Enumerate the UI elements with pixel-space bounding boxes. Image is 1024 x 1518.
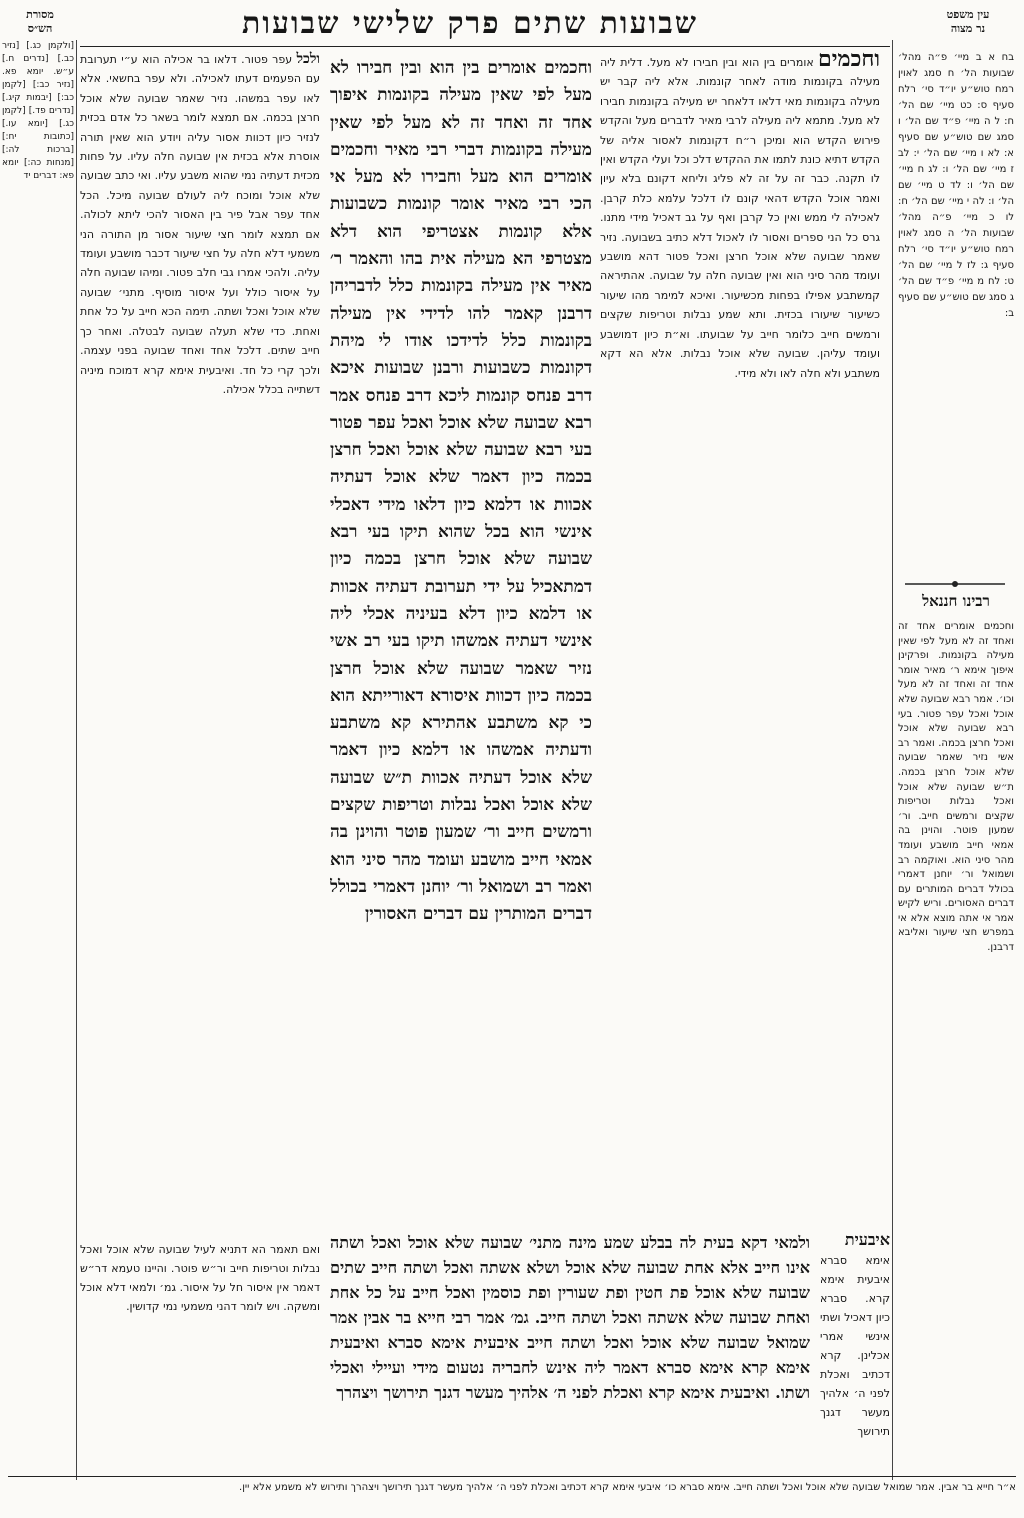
rashi-lower-text: אימא סברא איבעית אימא קרא. סברא כיון דאכיל ושתי אינשי אמרי אכלינן. קרא דכתיב ואכלת לפני ה׳ אלהיך מעשר דגנך תירושך: [820, 1254, 890, 1438]
rashi-text: אומרים בין הוא ובין חבירו לא מעל. דלית ליה מעילה בקונמות מודה לאחר קונמות. אלא ליה קבר יש מעילה בקונמות מאי דלאו דלאחר יש מעילה בקונמות חבירו לא מעל. מתמא ליה מעילה לרבי מאיר לדברים מעל והקדש פירוש הקדש הוא ומיכן ר״ח דקונמות לאסור אליה של הקדש דתיא כונת לתמו את ההקדש דלכ וכל ועלי הקדש ואין לו תקנה. כבר זה על זה לא פליג וליחא דקונם בלא עיון ואמר אוכל הקדש דהאי קונם לו דלכל עלמא כלת קרבן. לאכילה לי ממש ואין כל קרבן ואף על גב דאכיל מידי מתנו. גרס כל הני ספרים ואסור לו לאכול דלא כתיב בשבועה. נזיר שאמר שבועה שלא אוכל חרצן ואכל פטור דהא מושבע ועומד מהר סיני הוא ואין שבועה חלה על שבועה. אהתיראה קמשתבע אפילו בפחות מכשיעור. ואיכא למימר מהו שיעור כשיעור שיעורו בכזית. ותא שמע נבלות וטריפות שקצים ורמשים חייב כלומר חייב על שבועתו. וא״ת כיון דמושבע ועומד עליהן. שבועה שלא אוכל נבלות. אלא הא דקא משתבע ולא חלה לאו ולא מידי.: [600, 56, 880, 380]
ornament-divider: [905, 580, 1005, 588]
gemara-bottom-text: ולמאי דקא בעית לה בבלע שמע מינה מתני׳ שבועה שלא אוכל ואכל ושתה אינו חייב אלא אחת שבועה שלא אוכל ושלא אשתה ואכל ושתה חייב שתים שבועה שלא אוכל פת חטין ופת שעורין ופת כוסמין ואכל חייב על כל אחת ואחת שבועה שלא אשתה ואכל ושתה חייב. גמ׳ אמר רבי חייא בר אבין אמר שמואל שבועה שלא אוכל ואכל ושתה חייב איבעית אימא סברא ואיבעית אימא קרא אימא סברא דאמר ליה אינש לחבריה נטעום מידי ועיילי ואכלי ושתו. ואיבעית אימא קרא ואכלת לפני ה׳ אלהיך מעשר דגנך תירושך ויצהרך: [330, 1233, 810, 1402]
hananel-column: [898, 620, 1014, 1420]
tosafot-column: [80, 50, 320, 1250]
tosafot-lower-column: [80, 1240, 320, 1470]
rashi-lower-column: [820, 1230, 890, 1445]
rashi-lower-opener: איבעית: [844, 1230, 890, 1249]
rashi-column: [600, 50, 880, 1250]
ein-mishpat-header: עין משפט נר מצוה: [946, 8, 990, 35]
footer-note: א״ר חייא בר אבין. אמר שמואל שבועה שלא אוכל ואכל ושתה חייב. אימא סברא כו׳ איבעי אימא קרא דכתיב ואכלת לפני ה׳ אלהיך מעשר דגנך תירושך ויצהרך ותירוש לא משמע אלא יין.: [239, 1482, 1016, 1493]
gemara-bottom-column: [330, 1230, 810, 1475]
tosafot-opener: ולכל: [296, 51, 320, 67]
rashi-opener: וחכמים: [818, 50, 880, 72]
masoret-divider: [76, 40, 77, 1480]
tosafot-text: עפר פטור. דלאו בר אכילה הוא ע״י תערובת עם הפעמים דעתו לאכילה. ולא עפר בחשאי. אלא לאו עפר במשהו. נזיר שאמר שבועה שלא אוכל חרצן בכמה. אם תמצא לומר בשאר כל אדם בכזית לנזיר כיון דכוות אסור עליה ויודע הוא שאין תורה אוסרת אלא בכזית אין שבועה חלה עליו. על פחות מכזית דעתיה נמי שהוא משבע עליו. ואי כתב שבועה שלא אוכל ומוכח ליה לעולם שבועה מיכל. הכל אחד עפר אבל פיר בין האסור להכי ליתא לכולה. אם תמצא לומר חצי שיעור אסור מן התורה הני משמעי דלא חלה על חצי שיעור דכבר מושבע ועומד עליה. ולהכי אמרו גבי חלב פטור. ומיהו שבועה חלה על איסור כולל ועל איסור מוסיף. מתני׳ שבועה שלא אוכל ואכל ושתה. תימה הכא חייב על כל אחת ואחת. כדי שלא תעלה שבועה לבטלה. ואחר כך חייב שתים. דלכל אחד ואחד שבועה בפני עצמה. ולכך קרי כל חד. ואיבעית אימא קרא דמוכח מיניה דשתייה בכלל אכילה.: [80, 53, 320, 396]
masoret-header: מסורת הש״ס: [26, 8, 54, 35]
page-title: שבועות שתים פרק שלישי שבועות: [242, 6, 698, 41]
hananel-title: רבינו חננאל: [922, 592, 990, 610]
ein-mishpat-divider: [892, 40, 893, 1480]
ein-mishpat-column: [898, 50, 1014, 570]
gemara-text: וחכמים אומרים בין הוא ובין חבירו לא מעל לפי שאין מעילה בקונמות איפוך אחד זה ואחד זה לא מעל לפי שאין מעילה בקונמות דברי רבי מאיר וחכמים אומרים הוא מעל וחבירו לא מעל אי הכי רבי מאיר אומר קונמות כשבועות אלא קונמות אצטריפי הוא דלא מצטרפי הא מעילה אית בהו והאמר ר׳ מאיר אין מעילה בקונמות כלל לדבריהן דרבנן קאמר להו לדידי אין מעילה בקונמות כלל לדידכו אודו לי מיהת דקונמות כשבועות ורבנן שבועות איכא דרב פנחס קונמות ליכא דרב פנחס אמר רבא שבועה שלא אוכל ואכל עפר פטור בעי רבא שבועה שלא אוכל ואכל חרצן בכמה כיון דאמר שלא אוכל דעתיה אכוות או דלמא כיון דלאו מידי דאכלי אינשי הוא בכל שהוא תיקו בעי רבא שבועה שלא אוכל חרצן בכמה כיון דמתאכיל על ידי תערובת דעתיה אכוות או דלמא כיון דלא בעיניה אכלי ליה אינשי דעתיה אמשהו תיקו בעי רב אשי נזיר שאמר שבועה שלא אוכל חרצן בכמה כיון דכוות איסורא דאורייתא הוא כי קא משתבע אהתירא קא משתבע ודעתיה אמשהו או דלמא כיון דאמר שלא אוכל דעתיה אכוות ת״ש שבועה שלא אוכל ואכל נבלות וטריפות שקצים ורמשים חייב ור׳ שמעון פוטר והוינן בה אמאי חייב מושבע ועומד מהר סיני הוא ואמר רב ושמואל ור׳ יוחנן דאמרי בכולל דברים המותרין עם דברים האסורין: [330, 58, 592, 925]
gemara-column: [330, 55, 592, 1230]
tosafot-lower-text: ואם תאמר הא דתניא לעיל שבועה שלא אוכל ואכל נבלות וטריפות חייב ור״ש פוטר. והיינו טעמא דר״ש דאמר אין איסור חל על איסור. גמ׳ ולמאי דלא אוכל ומשקה. ויש לומר דהני משמעי נמי קדושין.: [80, 1243, 320, 1313]
masoret-text: [ולקמן כג.] [נזיר כב.] [נדרים ח.] ע״ש. יומא פא. [נזיר כב:] [לקמן כב:] [יבמות קיג.] [נדרים פד.] [לקמן כג.] [יומא עו.] [כתובות יח:] [ברכות לה:] [מנחות כה:] יומא פא: דברים יד: [2, 41, 74, 181]
header-rule: [80, 46, 890, 47]
masoret-column: [2, 40, 74, 1460]
hananel-text: וחכמים אומרים אחד זה ואחד זה לא מעל לפי שאין מעילה בקונמות. ופרקינן איפוך אימא ר׳ מאיר אומר אחד זה ואחד זה לא מעל וכו׳. אמר רבא שבועה שלא אוכל ואכל עפר פטור. בעי רבא שבועה שלא אוכל ואכל חרצן בכמה. ואמר רב אשי נזיר שאמר שבועה שלא אוכל חרצן בכמה. ת״ש שבועה שלא אוכל ואכל נבלות וטריפות שקצים ורמשים חייב. ור׳ שמעון פוטר. והוינן בה אמאי חייב מושבע ועומד מהר סיני הוא. ואוקמה רב ושמואל ור׳ יוחנן דאמרי בכולל דברים המותרים עם דברים האסורים. וריש לקיש אמר אי אתה מוצא אלא אי במפרש חצי שיעור ואליבא דרבנן.: [898, 621, 1014, 954]
ein-mishpat-text: בח א ב מיי׳ פ״ה מהל׳ שבועות הל׳ ח סמג לאוין רמח טוש״ע יו״ד סי׳ רלח סעיף ס: כט מיי׳ שם הל׳ ח: ל ה מיי׳ פ״ד שם הל׳ ו סמג שם טוש״ע שם סעיף א: לא ו מיי׳ שם הל׳ י: לב ז מיי׳ שם הל׳ ו: לג ח מיי׳ שם הל׳ ו: לד ט מיי׳ שם הל׳ ו: לה י מיי׳ שם הל׳ ח: לו כ מיי׳ פ״ה מהל׳ שבועות הל׳ ה סמג לאוין רמח טוש״ע יו״ד סי׳ רלח סעיף ג: לז ל מיי׳ שם הל׳ ט: לח מ מיי׳ פ״ד שם הל׳ ג סמג שם טוש״ע שם סעיף ב:: [898, 52, 1014, 319]
footer-rule: [8, 1476, 1016, 1477]
